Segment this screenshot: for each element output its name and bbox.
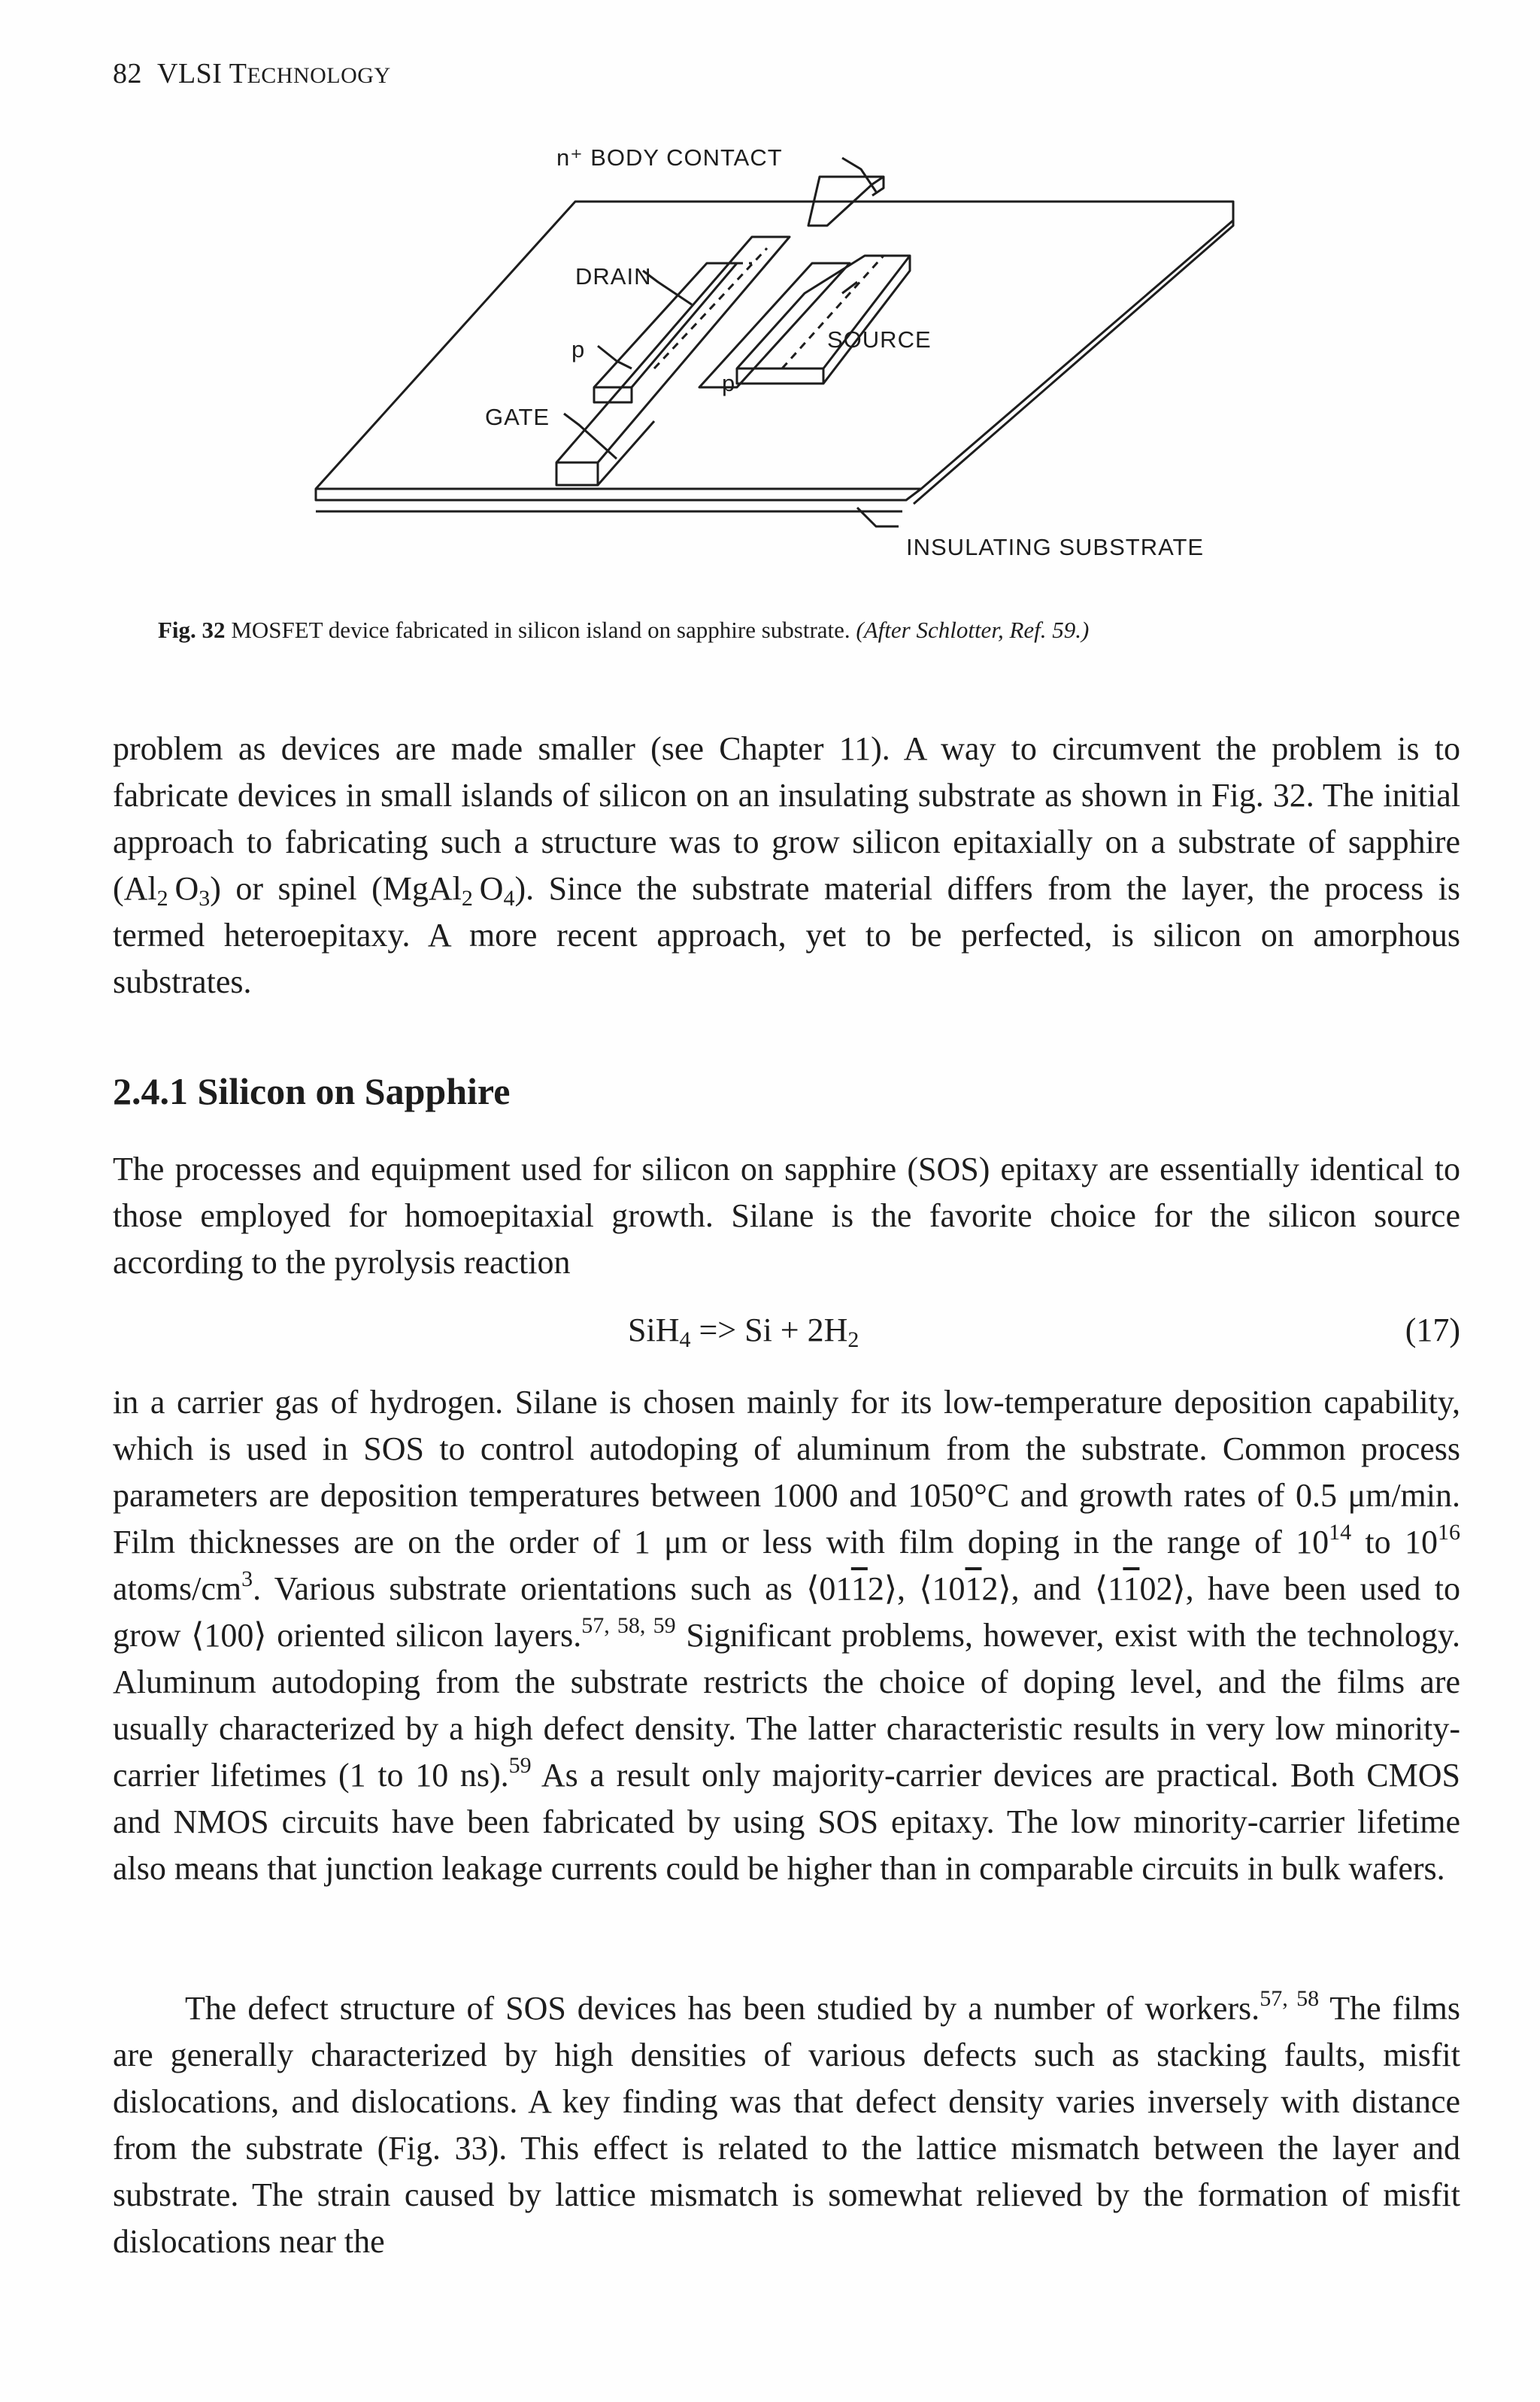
mosfet-diagram [301,143,1278,594]
equation [113,1307,1460,1354]
section-heading [113,1069,510,1113]
figure-caption [158,617,1436,644]
substrate-front [316,489,921,500]
running-title: VLSI TECHNOLOGY [157,58,391,89]
equation-expression: $SiH_4 => Si + 2H_2$ [628,1312,859,1352]
section-title: Silicon on Sapphire [197,1070,511,1112]
paragraph: The processes and equipment used for silicon on sapphire (SOS) epitaxy are essentially identical to those employed for homoepitaxial growth. Silane is the favorite choice for the silicon source according to the pyrolysis reaction [113,1151,1460,1281]
figure-caption-text: MOSFET device fabricated in silicon island on sapphire substrate. [231,617,850,643]
label-insulating-substrate: INSULATING SUBSTRATE [906,534,1205,560]
running-head [113,57,391,90]
figure-number: Fig. 32 [158,617,226,643]
section-number: 2.4.1 [113,1070,188,1112]
equation-number: (17) [1405,1312,1460,1348]
label-p-right: p [722,370,736,396]
paragraph: in a carrier gas of hydrogen. Silane is chosen mainly for its low-temperature deposition capability, which is used in SOS to control autodoping of aluminum from the substrate. Common process parameters are deposition temperatures between 1000 and 1050°C and growth rates of 0.5 μm/min. Film thicknesses are on the order of 1 μm or less with film doping in the range of $10^{14}$ to $10^{16}$ atoms/$cm^3$. Various substrate orientations such as ⟨0112⟩, ⟨1012⟩, and ⟨1102⟩, have been used to grow ⟨100⟩ oriented silicon layers.$^{57, 58, 59}$ Significant problems, however, exist with the technology. Aluminum autodoping from the substrate restricts the choice of doping level, and the films are usually characterized by a high defect density. The latter characteristic results in very low minority-carrier lifetimes (1 to 10 ns).$^{59}$ As a result only majority-carrier devices are practical. Both CMOS and NMOS circuits have been fabricated by using SOS epitaxy. The low minority-carrier lifetime also means that junction leakage currents could be higher than in comparable circuits in bulk wafers. [113,1384,1461,1887]
label-p-left: p [571,336,586,362]
figure-attribution: (After Schlotter, Ref. 59.) [856,617,1090,643]
paragraph: problem as devices are made smaller (see Chapter 11). A way to circumvent the problem is to fabricate devices in small islands of silicon on an insulating substrate as shown in Fig. 32. The initial approach to fabricating such a structure was to grow silicon epitaxially on a substrate of sapphire ($Al_2$ $O_3$) or spinel (MgAl$_2$ $O_4$). Since the substrate material differs from the layer, the process is termed heteroepitaxy. A more recent approach, yet to be perfected, is silicon on amorphous substrates. [113,730,1460,1000]
page-number: 82 [113,58,142,89]
label-source: SOURCE [827,326,932,353]
label-gate: GATE [485,404,550,430]
label-body-contact: n⁺ BODY CONTACT [556,144,783,171]
paragraph: The defect structure of SOS devices has been studied by a number of workers.$^{57, 58}$ The films are generally characterized by high densities of various defects such as stacking faults, misfit dislocations, and dislocations. A key finding was that defect density varies inversely with distance from the substrate (Fig. 33). This effect is related to the lattice mismatch between the layer and substrate. The strain caused by lattice mismatch is somewhat relieved by the formation of misfit dislocations near the [113,1986,1461,2260]
mosfet-figure [301,143,1278,594]
label-drain: DRAIN [575,263,652,290]
